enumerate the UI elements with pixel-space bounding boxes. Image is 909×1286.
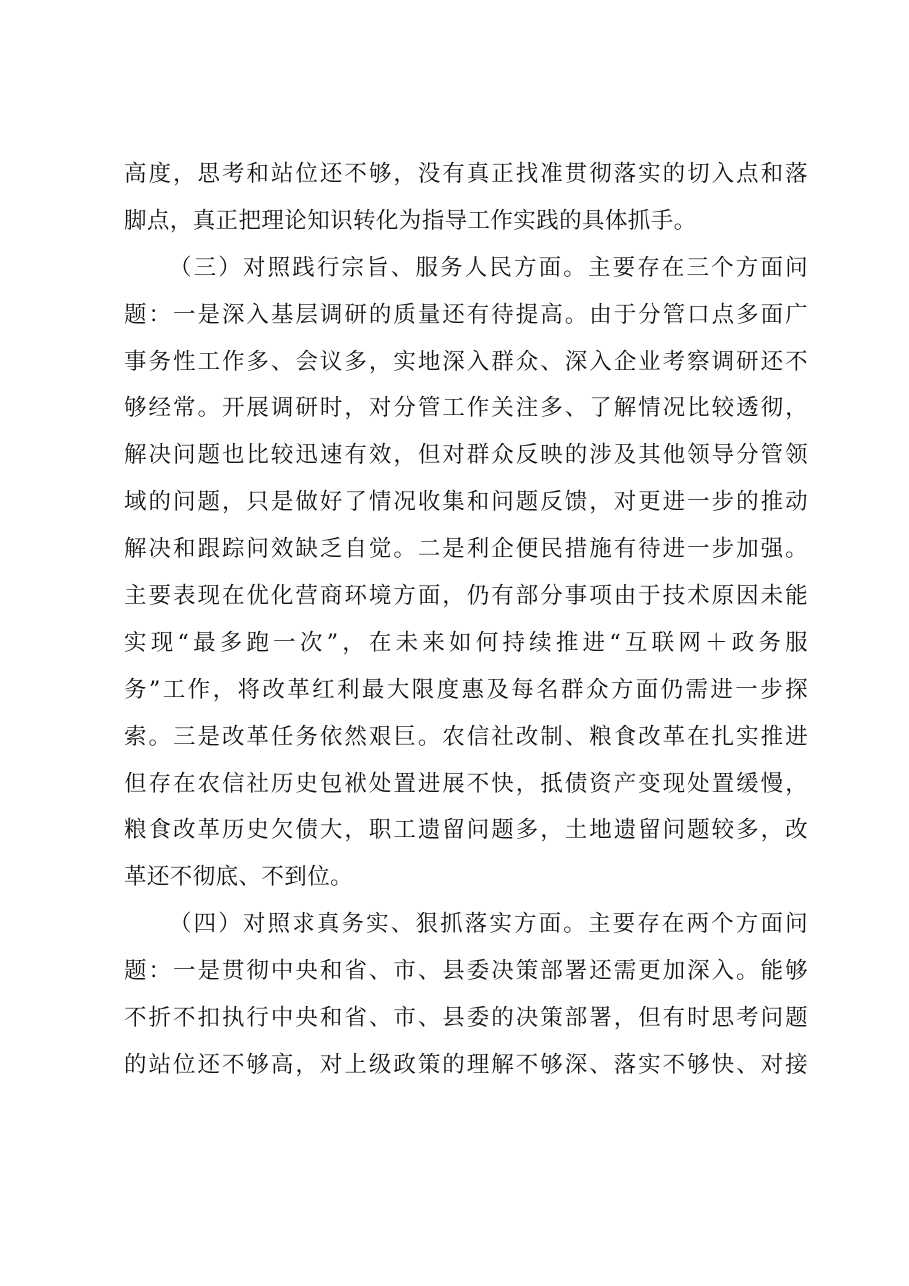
- text-line: 粮食改革历史欠债大，职工遗留问题多，土地遗留问题较多，改: [124, 817, 808, 844]
- text-line: 革还不彻底、不到位。: [124, 864, 354, 891]
- text-line: 域的问题，只是做好了情况收集和问题反馈，对更进一步的推动: [124, 489, 808, 516]
- text-line: （四）对照求真务实、狠抓落实方面。主要存在两个方面问: [169, 911, 808, 938]
- text-line: 的站位还不够高，对上级政策的理解不够深、落实不够快、对接: [124, 1051, 808, 1078]
- text-line: 解决和跟踪问效缺乏自觉。二是利企便民措施有待进一步加强。: [124, 536, 808, 563]
- text-line: 实现“最多跑一次”，在未来如何持续推进“互联网＋政务服: [124, 629, 808, 656]
- text-line: 但存在农信社历史包袱处置进展不快，抵债资产变现处置缓慢，: [124, 770, 808, 797]
- text-line: 主要表现在优化营商环境方面，仍有部分事项由于技术原因未能: [124, 583, 808, 610]
- text-line: 务”工作，将改革红利最大限度惠及每名群众方面仍需进一步探: [124, 676, 808, 703]
- text-line: （三）对照践行宗旨、服务人民方面。主要存在三个方面问: [169, 254, 808, 281]
- body-text: [124, 151, 808, 1089]
- text-line: 不折不扣执行中央和省、市、县委的决策部署，但有时思考问题: [124, 1005, 808, 1032]
- text-line: 解决问题也比较迅速有效，但对群众反映的涉及其他领导分管领: [124, 442, 808, 469]
- text-line: 索。三是改革任务依然艰巨。农信社改制、粮食改革在扎实推进: [124, 723, 808, 750]
- text-line: 题：一是贯彻中央和省、市、县委决策部署还需更加深入。能够: [124, 958, 808, 985]
- text-line: 够经常。开展调研时，对分管工作关注多、了解情况比较透彻，: [124, 395, 808, 422]
- text-line: 脚点，真正把理论知识转化为指导工作实践的具体抓手。: [124, 207, 697, 234]
- text-line: 题：一是深入基层调研的质量还有待提高。由于分管口点多面广: [124, 301, 808, 328]
- text-line: 事务性工作多、会议多，实地深入群众、深入企业考察调研还不: [124, 348, 808, 375]
- text-line: 高度，思考和站位还不够，没有真正找准贯彻落实的切入点和落: [124, 161, 808, 187]
